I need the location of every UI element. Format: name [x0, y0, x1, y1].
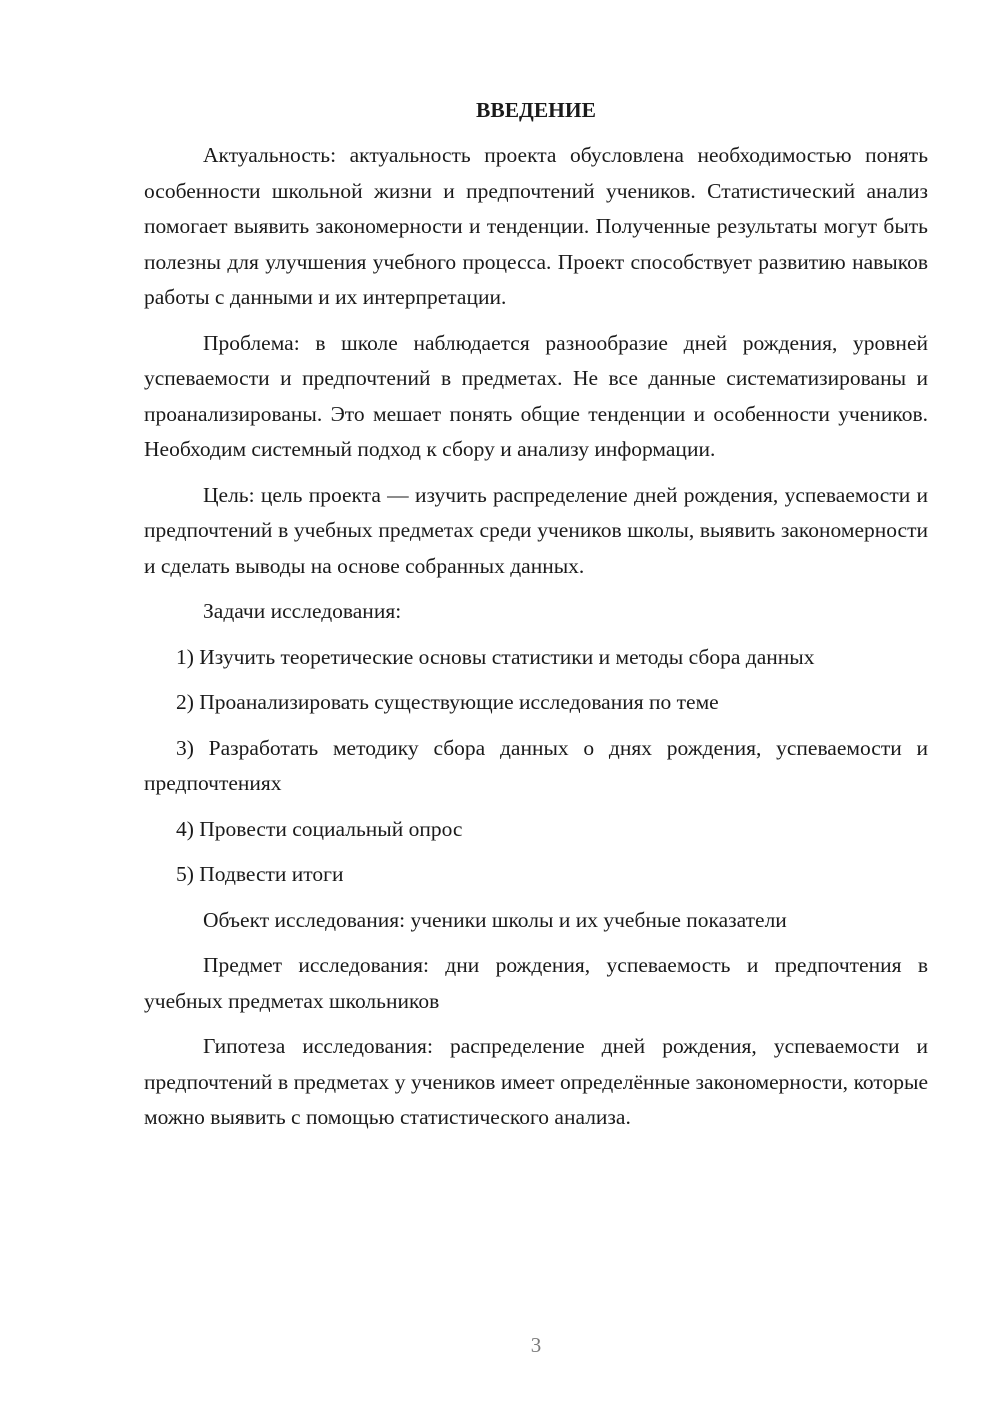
task-item-2: 2) Проанализировать существующие исследования по теме	[176, 690, 719, 714]
page-number: 3	[530, 1333, 542, 1357]
paragraph-hypothesis: Гипотеза исследования: распределение дней рождения, успеваемости и предпочтений в предметах у учеников имеет определённые закономерности, которые можно выявить с помощью статистического анализа.	[144, 1034, 928, 1129]
paragraph-object: Объект исследования: ученики школы и их учебные показатели	[203, 907, 787, 932]
task-item-1: 1) Изучить теоретические основы статистики и методы сбора данных	[176, 644, 815, 669]
task-item-5: 5) Подвести итоги	[176, 862, 344, 886]
paragraph-subject: Предмет исследования: дни рождения, успеваемость и предпочтения в учебных предметах школьников	[144, 953, 928, 1013]
paragraph-problem: Проблема: в школе наблюдается разнообразие дней рождения, уровней успеваемости и предпочтений в предметах. Не все данные систематизированы и проанализированы. Это мешает понять общие тенденции и особенности учеников. Необходим системный подход к сбору и анализу информации.	[144, 330, 928, 461]
paragraph-tasks-heading: Задачи исследования:	[203, 599, 402, 623]
task-item-4: 4) Провести социальный опрос	[176, 816, 463, 841]
paragraph-relevance: Актуальность: актуальность проекта обусловлена необходимостью понять особенности школьной жизни и предпочтений учеников. Статистический анализ помогает выявить закономерности и тенденции. Полученные результаты могут быть полезны для улучшения учебного процесса. Проект способствует развитию навыков работы с данными и их интерпретации.	[144, 143, 928, 309]
task-item-3: 3) Разработать методику сбора данных о днях рождения, успеваемости и предпочтениях	[144, 735, 928, 795]
document-body	[144, 94, 928, 1146]
section-title: ВВЕДЕНИЕ	[476, 98, 596, 122]
paragraph-goal: Цель: цель проекта — изучить распределение дней рождения, успеваемости и предпочтений в учебных предметах среди учеников школы, выявить закономерности и сделать выводы на основе собранных данных.	[144, 482, 928, 578]
